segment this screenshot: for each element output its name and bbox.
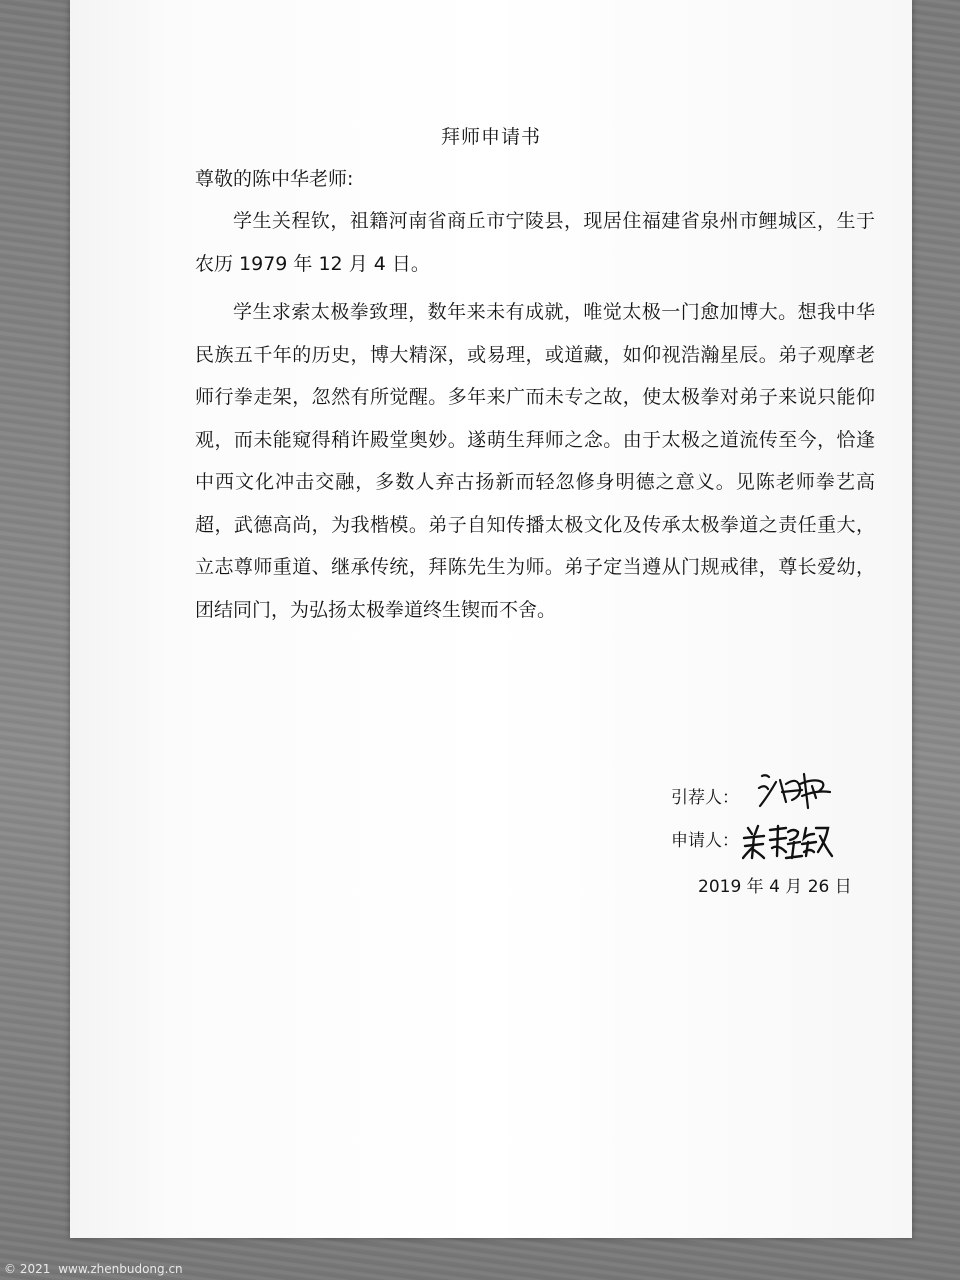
recommender-signature [756,762,836,810]
salutation: 尊敬的陈中华老师: [195,168,354,190]
copyright-text: © 2021 [4,1262,51,1276]
applicant-label: 申请人： [671,831,739,851]
recommender-row [671,783,739,808]
applicant-row [671,826,739,851]
paragraph-2: 学生求索太极拳致理，数年来未有成就，唯觉太极一门愈加博大。想我中华民族五千年的历史，博大精深，或易理，或道藏，如仰视浩瀚星辰。弟子观摩老师行拳走架，忽然有所觉醒。多年来广而未专之故，使太极拳对弟子来说只能仰观，而未能窥得稍许殿堂奥妙。遂萌生拜师之念。由于太极之道流传至今，恰逢中西文化冲击交融，多数人弃古扬新而轻忽修身明德之意义。见陈老师拳艺高超，武德高尚，为我楷模。弟子自知传播太极文化及传承太极拳道之责任重大，立志尊师重道、继承传统，拜陈先生为师。弟子定当遵从门规戒律，尊长爱幼，团结同门，为弘扬太极拳道终生锲而不舍。 [195,301,875,621]
site-url: www.zhenbudong.cn [58,1262,183,1276]
applicant-signature [742,822,834,862]
recommender-label: 引荐人： [671,788,739,808]
document-title: 拜师申请书 [440,126,541,148]
footer-watermark [4,1262,183,1276]
paragraph-1: 学生关程钦，祖籍河南省商丘市宁陵县，现居住福建省泉州市鲤城区，生于农历 1979 年 12 月 4 日。 [195,210,875,275]
document-paper [70,0,912,1238]
document-date: 2019 年 4 月 26 日 [698,877,852,897]
